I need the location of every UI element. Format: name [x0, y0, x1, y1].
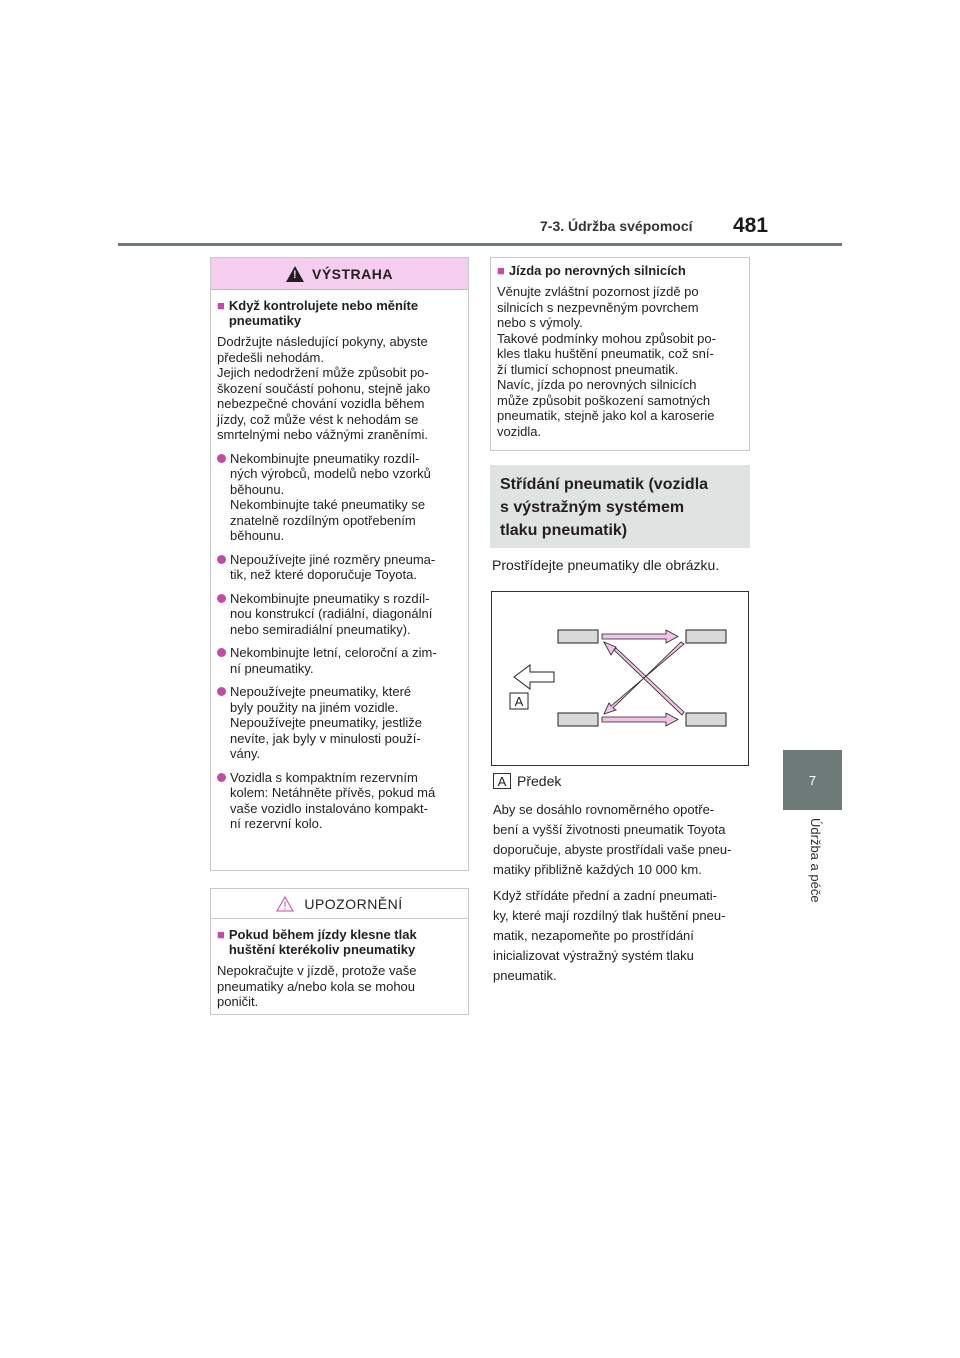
- caution-icon: [276, 896, 294, 912]
- text-line: Když střídáte přední a zadní pneumati-: [493, 888, 718, 903]
- square-bullet-icon: ■: [217, 298, 225, 313]
- warning-bullet-item: [217, 770, 462, 832]
- text-line: předešli nehodám.: [217, 349, 324, 365]
- square-bullet-icon: ■: [497, 263, 505, 278]
- bullet-dot-icon: [217, 648, 226, 657]
- text-line: kles tlaku huštění pneumatik, což sní-: [497, 346, 714, 361]
- tire-rear-left: [686, 630, 726, 643]
- chapter-number: 7: [808, 772, 817, 788]
- text-line: pneumatiky a/nebo kola se mohou: [217, 978, 416, 994]
- rotation-interval-text: [493, 800, 751, 880]
- section-heading: [490, 465, 750, 548]
- section-header: 7-3. Údržba svépomocí: [540, 218, 693, 234]
- warning-bullet-item: [217, 645, 462, 676]
- bullet-text: [230, 645, 437, 676]
- bullet-text: [230, 552, 435, 583]
- warning-bullet-item: [217, 591, 462, 638]
- rough-roads-subheading: ■ Jízda po nerovných silnicích: [497, 263, 686, 278]
- warning-intro: [217, 334, 462, 443]
- text-line: Věnujte zvláštní pozornost jízdě po: [497, 284, 699, 299]
- bullet-dot-icon: [217, 687, 226, 696]
- text-line: Nepoužívejte pneumatiky, které: [230, 684, 412, 699]
- warning-bullet-item: [217, 451, 462, 544]
- text-line: pneumatik, stejně jako kol a karoserie: [497, 408, 715, 423]
- text-line: nebo s výmoly.: [497, 315, 583, 330]
- text-line: vány.: [230, 746, 261, 761]
- text-line: Navíc, jízda po nerovných silnicích: [497, 377, 697, 392]
- arrow-top-to-rear: [602, 630, 678, 643]
- caution-header: [211, 889, 468, 919]
- text-line: Nepokračujte v jízdě, protože vaše: [217, 963, 417, 978]
- bullet-text: [230, 591, 432, 638]
- text-line: bení a vyšší životnosti pneumatik Toyota: [493, 822, 726, 837]
- warning-subheading: ■ Když kontrolujete nebo měníte pneumatiky: [217, 298, 419, 328]
- front-direction-arrow: [514, 665, 554, 689]
- tire-rear-right: [686, 713, 726, 726]
- legend-letter: A: [493, 773, 511, 789]
- text-line: matik, nezapomeňte po prostřídání: [493, 928, 694, 943]
- warning-title: VÝSTRAHA: [311, 265, 393, 282]
- bullet-dot-icon: [217, 555, 226, 564]
- text-line: silnicích s nezpevněným povrchem: [497, 299, 699, 315]
- text-line: nebo semiradiální pneumatiky).: [230, 621, 411, 637]
- diagram-legend: [493, 773, 561, 789]
- text-line: vozidla.: [497, 423, 542, 439]
- warning-icon: [286, 266, 304, 282]
- bullet-dot-icon: [217, 454, 226, 463]
- heading-line: Střídání pneumatik (vozidla: [500, 476, 709, 493]
- caution-text: [217, 963, 462, 1010]
- text-line: Vozidla s kompaktním rezervním: [230, 769, 418, 785]
- text-line: Nekombinujte také pneumatiky se: [230, 497, 426, 512]
- text-line: škození součástí pohonu, stejně jako: [217, 380, 431, 396]
- warning-header: [211, 258, 468, 290]
- text-line: Nepoužívejte pneumatiky, jestliže: [230, 715, 422, 730]
- text-line: Nekombinujte pneumatiky rozdíl-: [230, 450, 420, 466]
- page-number: 481: [733, 214, 769, 237]
- bullet-dot-icon: [217, 773, 226, 782]
- text-line: jízdy, což může vést k nehodám se: [217, 411, 419, 427]
- text-line: smrtelnými nebo vážnými zraněními.: [217, 427, 428, 442]
- diagram-label: A: [514, 694, 524, 709]
- text-line: kolem: Netáhněte přívěs, pokud má: [230, 785, 436, 800]
- square-bullet-icon: ■: [217, 927, 225, 942]
- rotation-instruction: Prostřídejte pneumatiky dle obrázku.: [492, 557, 720, 573]
- tpms-reset-text: [493, 886, 751, 986]
- text-line: byly použity na jiném vozidle.: [230, 699, 399, 715]
- text-line: ní rezervní kolo.: [230, 816, 323, 831]
- text-line: ných výrobců, modelů nebo vzorků: [230, 466, 431, 481]
- legend-text: Předek: [517, 773, 562, 789]
- rough-roads-text: [497, 284, 743, 439]
- tire-front-left: [558, 630, 598, 643]
- arrow-bottom-to-rear: [602, 713, 678, 726]
- header-rule: [118, 243, 842, 246]
- chapter-title-vertical: [803, 818, 823, 928]
- text-line: nebezpečné chování vozidla během: [217, 396, 425, 411]
- text-line: Dodržujte následující pokyny, abyste: [217, 334, 428, 349]
- text-line: Nepoužívejte jiné rozměry pneuma-: [230, 551, 436, 567]
- rough-roads-box: [490, 257, 750, 451]
- tire-rotation-svg: [492, 592, 748, 765]
- text-line: ží tlumicí schopnost pneumatik.: [497, 361, 679, 377]
- tire-front-right: [558, 713, 598, 726]
- text-line: nou konstrukcí (radiální, diagonální: [230, 606, 433, 621]
- text-line: znatelně rozdílným opotřebením: [230, 512, 416, 528]
- text-line: běhounu.: [230, 481, 285, 497]
- warning-bullet-list: [217, 451, 462, 832]
- text-line: vaše vozidlo instalováno kompakt-: [230, 800, 428, 816]
- warning-bullet-item: [217, 684, 462, 762]
- text-line: doporučuje, abyste prostřídali vaše pneu-: [493, 842, 732, 857]
- bullet-text: [230, 770, 435, 832]
- text-line: Aby se dosáhlo rovnoměrného opotře-: [493, 802, 715, 817]
- text-line: Takové podmínky mohou způsobit po-: [497, 330, 716, 346]
- bullet-dot-icon: [217, 594, 226, 603]
- text-line: běhounu.: [230, 528, 285, 543]
- bullet-text: [230, 451, 431, 544]
- heading-line: tlaku pneumatik): [500, 522, 628, 539]
- text-line: Nekombinujte letní, celoroční a zim-: [230, 645, 437, 660]
- text-line: nevíte, jak byly v minulosti použí-: [230, 730, 421, 746]
- caution-subheading: ■ Pokud během jízdy klesne tlak huštění kterékoliv pneumatiky: [217, 927, 417, 957]
- warning-box: [210, 257, 469, 871]
- warning-bullet-item: [217, 552, 462, 583]
- text-line: poničit.: [217, 994, 259, 1009]
- text-line: pneumatik.: [493, 968, 557, 983]
- caution-box: [210, 888, 469, 1015]
- caution-title: UPOZORNĚNÍ: [304, 895, 403, 912]
- tire-rotation-diagram: [491, 591, 749, 766]
- text-line: matiky přibližně každých 10 000 km.: [493, 862, 702, 877]
- text-line: ní pneumatiky.: [230, 660, 314, 676]
- chapter-title: Údržba a péče: [808, 818, 823, 903]
- bullet-text: [230, 684, 422, 762]
- text-line: Nekombinujte pneumatiky s rozdíl-: [230, 590, 430, 606]
- text-line: ky, které mají rozdílný tlak huštění pneu-: [493, 908, 726, 923]
- text-line: Jejich nedodržení může způsobit po-: [217, 365, 429, 380]
- heading-line: s výstražným systémem: [500, 499, 685, 516]
- text-line: tik, než které doporučuje Toyota.: [230, 567, 417, 582]
- text-line: může způsobit poškození samotných: [497, 392, 711, 408]
- chapter-tab[interactable]: [783, 750, 842, 810]
- text-line: inicializovat výstražný systém tlaku: [493, 948, 694, 963]
